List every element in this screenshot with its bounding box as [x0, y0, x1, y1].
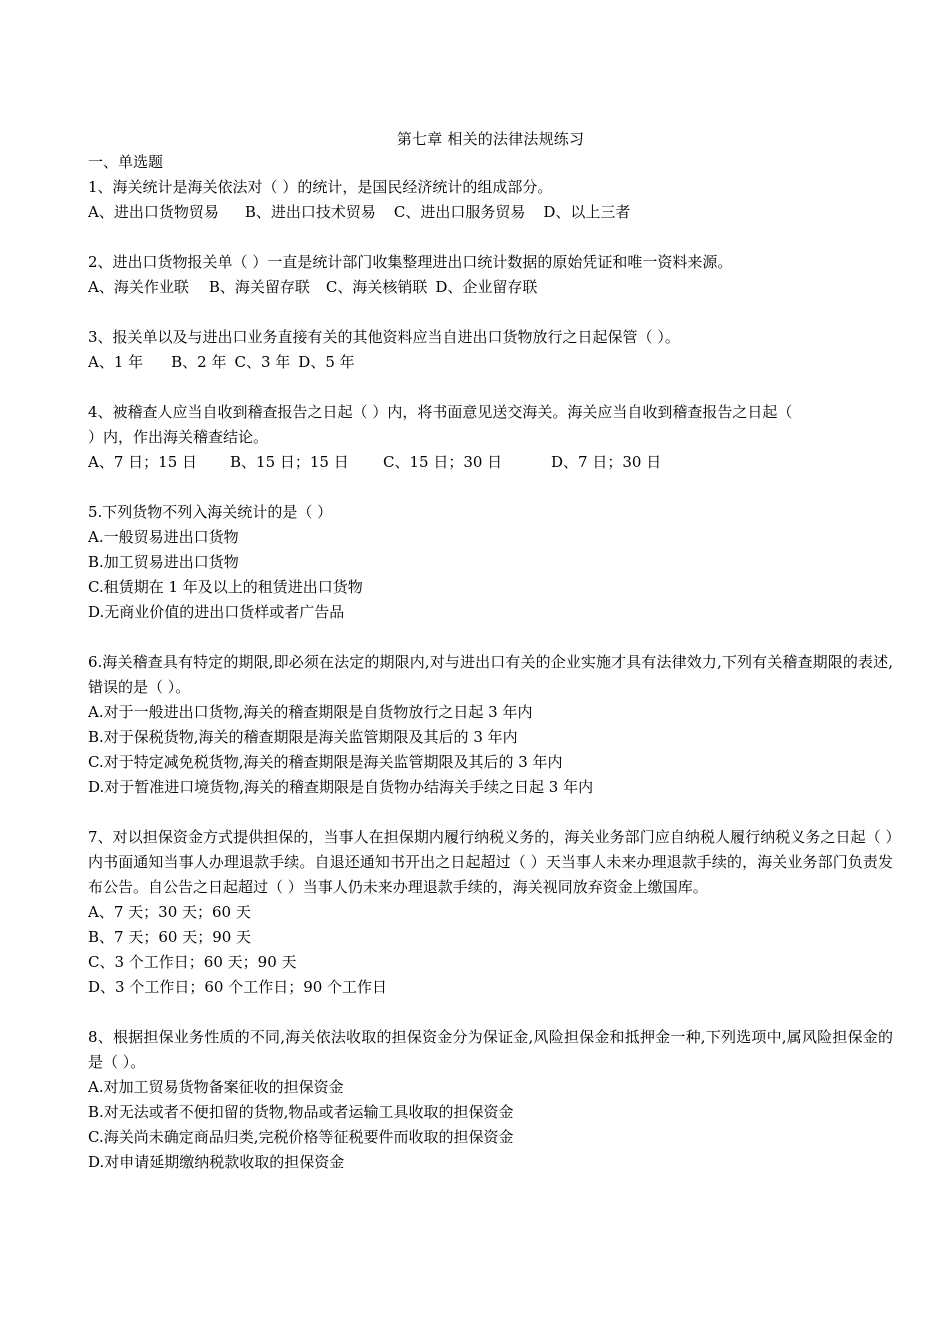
option-b: B.对于保税货物,海关的稽查期限是海关监管期限及其后的 3 年内 [88, 728, 518, 746]
option-c: C.租赁期在 1 年及以上的租赁进出口货物 [88, 578, 363, 596]
option-c: C、海关核销联 [325, 278, 428, 296]
question-5-stem: 5.下列货物不列入海关统计的是（ ） [88, 503, 333, 521]
option-a: A.一般贸易进出口货物 [88, 528, 239, 546]
option-d: D、企业留存联 [435, 278, 538, 296]
question-1-options [88, 200, 893, 225]
option-c: C、3 个工作日；60 天；90 天 [88, 953, 297, 971]
section-heading: 一、单选题 [88, 153, 164, 171]
option-d: D、7 日；30 日 [551, 453, 662, 471]
question-4-options [88, 450, 893, 475]
option-c: C、进出口服务贸易 [393, 203, 526, 221]
question-2-options [88, 275, 893, 300]
question-2-stem: 2、进出口货物报关单（ ）一直是统计部门收集整理进出口统计数据的原始凭证和唯一资料来源。 [88, 253, 733, 271]
option-c: C、3 年 [234, 353, 291, 371]
question-6-stem: 6.海关稽查具有特定的期限,即必须在法定的期限内,对与进出口有关的企业实施才具有法律效力,下列有关稽查期限的表述,错误的是（ ）。 [88, 653, 893, 696]
question-3-options [88, 350, 893, 375]
option-b: B、进出口技术贸易 [244, 203, 376, 221]
question-7-stem: 7、对以担保资金方式提供担保的，当事人在担保期内履行纳税义务的，海关业务部门应自纳税人履行纳税义务之日起（ ）内书面通知当事人办理退款手续。自退还通知书开出之日起超过（ ）天当事人未来办理退款手续的，海关业务部门负责发布公告。自公告之日起超过（ ）当事人仍未来办理退款手续的，海关视同放弃资金上缴国库。 [88, 828, 893, 896]
question-4-stem-line-1: 4、被稽查人应当自收到稽查报告之日起（ ）内，将书面意见送交海关。海关应当自收到稽查报告之日起（ [88, 403, 793, 421]
option-a: A、1 年 [88, 353, 144, 371]
page-title: 第七章 相关的法律法规练习 [396, 130, 585, 148]
option-d: D.对申请延期缴纳税款收取的担保资金 [88, 1153, 345, 1171]
option-a: A、海关作业联 [88, 278, 189, 296]
option-b: B.加工贸易进出口货物 [88, 553, 239, 571]
option-a: A、7 天；30 天；60 天 [88, 903, 251, 921]
document-page [88, 128, 893, 1175]
option-c: C.对于特定减免税货物,海关的稽查期限是海关监管期限及其后的 3 年内 [88, 753, 563, 771]
option-d: D、3 个工作日；60 个工作日；90 个工作日 [88, 978, 388, 996]
option-d: D.无商业价值的进出口货样或者广告品 [88, 603, 345, 621]
option-b: B、海关留存联 [208, 278, 310, 296]
option-b: B.对无法或者不便扣留的货物,物品或者运输工具收取的担保资金 [88, 1103, 514, 1121]
question-8-stem: 8、根据担保业务性质的不同,海关依法收取的担保资金分为保证金,风险担保金和抵押金一种,下列选项中,属风险担保金的是（ ）。 [88, 1028, 893, 1071]
option-a: A.对于一般进出口货物,海关的稽查期限是自货物放行之日起 3 年内 [88, 703, 533, 721]
option-c: C.海关尚未确定商品归类,完税价格等征税要件而收取的担保资金 [88, 1128, 514, 1146]
option-b: B、7 天；60 天；90 天 [88, 928, 252, 946]
option-d: D、以上三者 [543, 203, 631, 221]
option-b: B、2 年 [171, 353, 227, 371]
option-b: B、15 日；15 日 [230, 453, 349, 471]
question-1-stem: 1、海关统计是海关依法对（ ）的统计，是国民经济统计的组成部分。 [88, 178, 553, 196]
question-3-stem: 3、报关单以及与进出口业务直接有关的其他资料应当自进出口货物放行之日起保管（ ）。 [88, 328, 680, 346]
option-a: A.对加工贸易货物备案征收的担保资金 [88, 1078, 344, 1096]
option-d: D、5 年 [298, 353, 355, 371]
option-a: A、进出口货物贸易 [88, 203, 219, 221]
question-4-stem-line-2: ）内，作出海关稽查结论。 [88, 428, 269, 446]
option-c: C、15 日；30 日 [383, 453, 503, 471]
option-a: A、7 日；15 日 [88, 453, 197, 471]
option-d: D.对于暂准进口境货物,海关的稽查期限是自货物办结海关手续之日起 3 年内 [88, 778, 594, 796]
